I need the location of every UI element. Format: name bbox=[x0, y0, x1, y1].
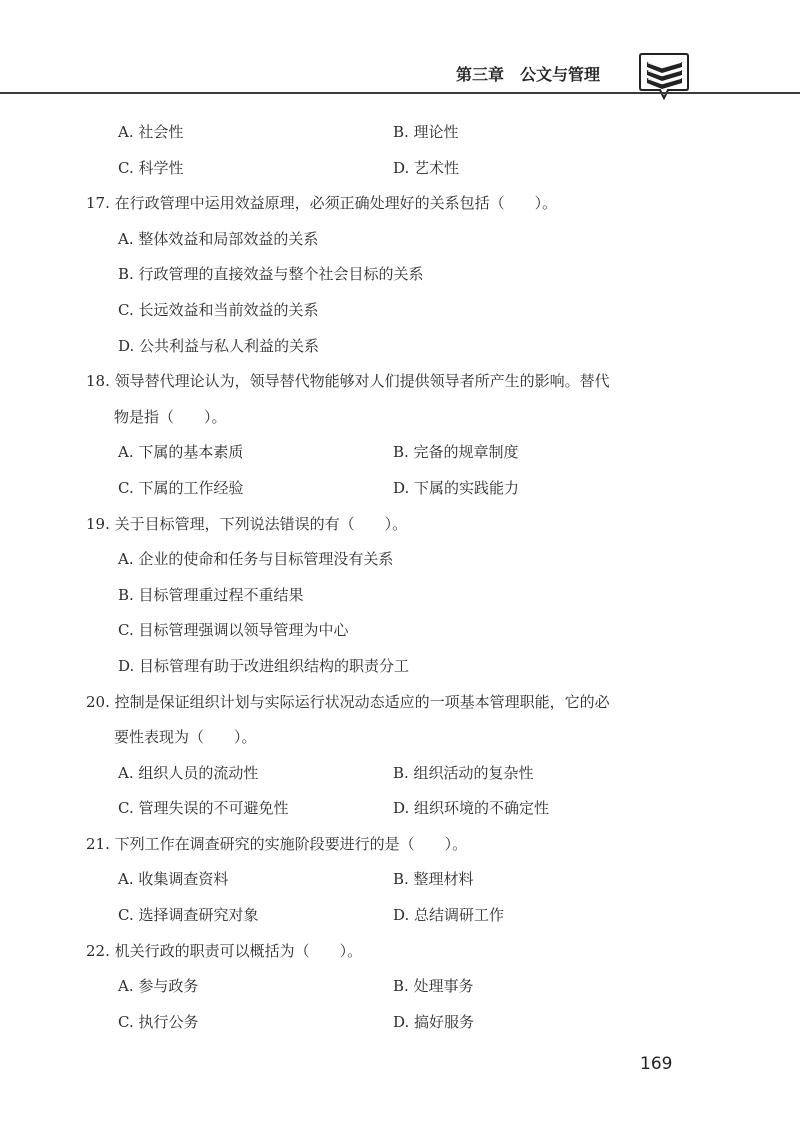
option-text: D. 目标管理有助于改进组织结构的职责分工 bbox=[118, 656, 410, 675]
option-text: A. 企业的使命和任务与目标管理没有关系 bbox=[118, 550, 394, 569]
option-text: A. 参与政务 bbox=[118, 977, 199, 996]
option-row bbox=[86, 438, 726, 474]
option-row bbox=[86, 652, 726, 688]
option-row bbox=[86, 332, 726, 368]
option-row bbox=[86, 794, 726, 830]
option-text: A. 整体效益和局部效益的关系 bbox=[118, 229, 319, 248]
option-row bbox=[86, 545, 726, 581]
question-text-continued: 物是指（ ）。 bbox=[114, 407, 227, 426]
option-text: C. 管理失误的不可避免性 bbox=[118, 799, 289, 818]
option-text: B. 组织活动的复杂性 bbox=[393, 763, 534, 782]
question-text: 19. 关于目标管理，下列说法错误的有（ ）。 bbox=[86, 514, 408, 533]
stacked-books-icon bbox=[638, 50, 690, 102]
option-row bbox=[86, 972, 726, 1008]
question-text: 18. 领导替代理论认为，领导替代物能够对人们提供领导者所产生的影响。替代 bbox=[86, 372, 610, 391]
option-text: D. 组织环境的不确定性 bbox=[393, 799, 550, 818]
option-text: C. 下属的工作经验 bbox=[118, 478, 244, 497]
option-text: C. 长远效益和当前效益的关系 bbox=[118, 300, 319, 319]
option-row bbox=[86, 759, 726, 795]
option-row bbox=[86, 296, 726, 332]
option-text: C. 选择调查研究对象 bbox=[118, 906, 259, 925]
option-text: B. 处理事务 bbox=[393, 977, 474, 996]
option-text: A. 收集调查资料 bbox=[118, 870, 229, 889]
option-row bbox=[86, 865, 726, 901]
question-text: 20. 控制是保证组织计划与实际运行状况动态适应的一项基本管理职能，它的必 bbox=[86, 692, 610, 711]
header-rule bbox=[0, 92, 800, 94]
option-text: A. 社会性 bbox=[118, 123, 184, 141]
question-text: 22. 机关行政的职责可以概括为（ ）。 bbox=[86, 941, 363, 960]
option-text: C. 执行公务 bbox=[118, 1012, 199, 1031]
option-text: A. 下属的基本素质 bbox=[118, 443, 244, 462]
option-row bbox=[86, 474, 726, 510]
question-list bbox=[86, 118, 726, 1043]
option-text: D. 下属的实践能力 bbox=[393, 478, 520, 497]
option-row bbox=[86, 581, 726, 617]
option-row bbox=[86, 225, 726, 261]
option-text: B. 整理材料 bbox=[393, 870, 474, 889]
option-text: B. 目标管理重过程不重结果 bbox=[118, 585, 304, 604]
option-row bbox=[86, 901, 726, 937]
question-text: 21. 下列工作在调查研究的实施阶段要进行的是（ ）。 bbox=[86, 834, 468, 853]
option-text: C. 目标管理强调以领导管理为中心 bbox=[118, 621, 349, 640]
question-text: 17. 在行政管理中运用效益原理，必须正确处理好的关系包括（ ）。 bbox=[86, 194, 558, 213]
chapter-title: 第三章 公文与管理 bbox=[456, 65, 601, 84]
page-number: 169 bbox=[640, 1054, 673, 1074]
option-text: D. 总结调研工作 bbox=[393, 906, 505, 925]
option-text: C. 科学性 bbox=[118, 158, 184, 177]
option-text: A. 组织人员的流动性 bbox=[118, 763, 259, 782]
option-text: D. 艺术性 bbox=[393, 158, 460, 177]
option-row bbox=[86, 154, 726, 190]
option-row bbox=[86, 1008, 726, 1044]
option-text: D. 公共利益与私人利益的关系 bbox=[118, 336, 320, 355]
option-text: B. 理论性 bbox=[393, 123, 459, 141]
option-text: B. 完备的规章制度 bbox=[393, 443, 519, 462]
option-row bbox=[86, 118, 726, 154]
question-text-continued: 要性表现为（ ）。 bbox=[114, 728, 257, 747]
option-text: D. 搞好服务 bbox=[393, 1012, 475, 1031]
option-row bbox=[86, 616, 726, 652]
option-text: B. 行政管理的直接效益与整个社会目标的关系 bbox=[118, 265, 424, 284]
option-row bbox=[86, 260, 726, 296]
